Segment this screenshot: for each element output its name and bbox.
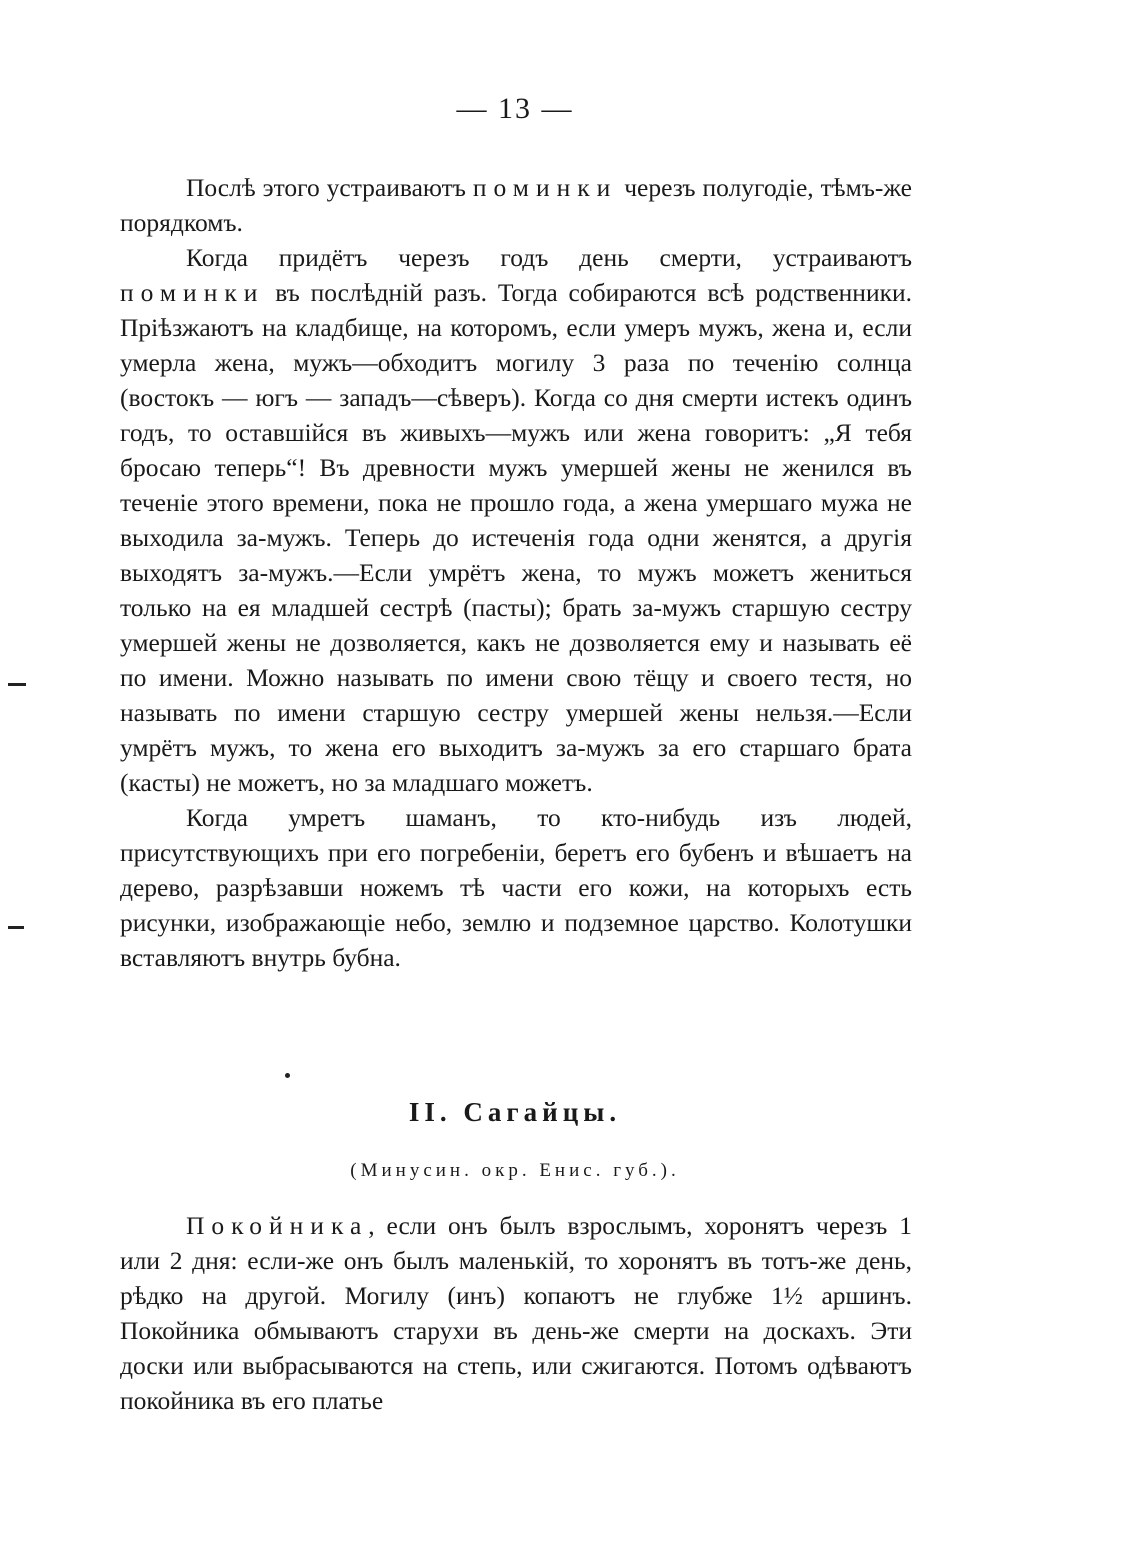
ink-dot (285, 1073, 290, 1078)
section-subheading: (Минусин. окр. Енис. губ.). (350, 1160, 680, 1181)
p2-after: въ послѣдній разъ. Тогда собираются всѣ родственники. Пріѣзжаютъ на кладбище, на которомъ, если умеръ мужъ, жена и, если умерла жена, мужъ—обходитъ могилу 3 раза по теченію солнца (востокъ — югъ — западъ—сѣверъ). Когда со дня смерти истекъ одинъ годъ, то оставшійся въ живыхъ—мужъ или жена говоритъ: „Я тебя бросаю теперь“! Въ древности мужъ умершей жены не женился въ теченіе этого времени, пока не прошло года, а жена умершаго мужа не выходила за-мужъ. Теперь до истеченія года одни женятся, а другія выходятъ за-мужъ.—Если умрётъ жена, то мужъ можетъ жениться только на ея младшей сестрѣ (пасты); брать за-мужъ старшую сестру умершей жены не дозволяется, какъ не дозволяется ему и называть её по имени. Можно называть по имени свою тёщу и своего тестя, но называть по имени старшую сестру умершей жены нельзя.—Если умрётъ мужъ, то жена его выходитъ за-мужъ за его старшаго брата (касты) не можетъ, но за младшаго можетъ. (120, 278, 912, 797)
section-heading: II. Сагайцы. (408, 1097, 622, 1127)
page-number: — 13 — (456, 92, 574, 125)
body-text-top (120, 170, 912, 975)
paragraph-1 (120, 170, 912, 240)
p1-spaced-word: поминки (472, 173, 618, 202)
paragraph-3: Когда умретъ шаманъ, то кто-нибудь изъ людей, присутствующихъ при его погребеніи, беретъ его бубенъ и вѣшаетъ на дерево, разрѣзавши ножемъ тѣ части его кожи, на которыхъ есть рисунки, изображающіе небо, землю и подземное царство. Колотушки вставляютъ внутрь бубна. (120, 803, 912, 972)
paragraph-4 (120, 1208, 912, 1418)
p2-before: Когда придётъ черезъ годъ день смерти, устраиваютъ (186, 243, 912, 272)
margin-mark-2 (8, 926, 24, 929)
p4-spaced-word: Покойника (186, 1211, 369, 1240)
p1-after: черезъ полугодіе, тѣмъ-же порядкомъ. (120, 173, 912, 237)
margin-mark-1 (8, 683, 26, 686)
paragraph-2 (120, 240, 912, 800)
body-text-bottom (120, 1208, 912, 1418)
p4-after: , если онъ былъ взрослымъ, хоронятъ черезъ 1 или 2 дня: если-же онъ былъ маленькій, то хоронятъ въ тотъ-же день, рѣдко на другой. Могилу (инъ) копаютъ не глубже 1½ аршинъ. Покойника обмываютъ старухи въ день-же смерти на доскахъ. Эти доски или выбрасываются на степь, или сжигаются. Потомъ одѣваютъ покойника въ его платье (120, 1211, 912, 1415)
p1-before: Послѣ этого устраиваютъ (186, 173, 473, 202)
p2-spaced-word: поминки (120, 278, 265, 307)
